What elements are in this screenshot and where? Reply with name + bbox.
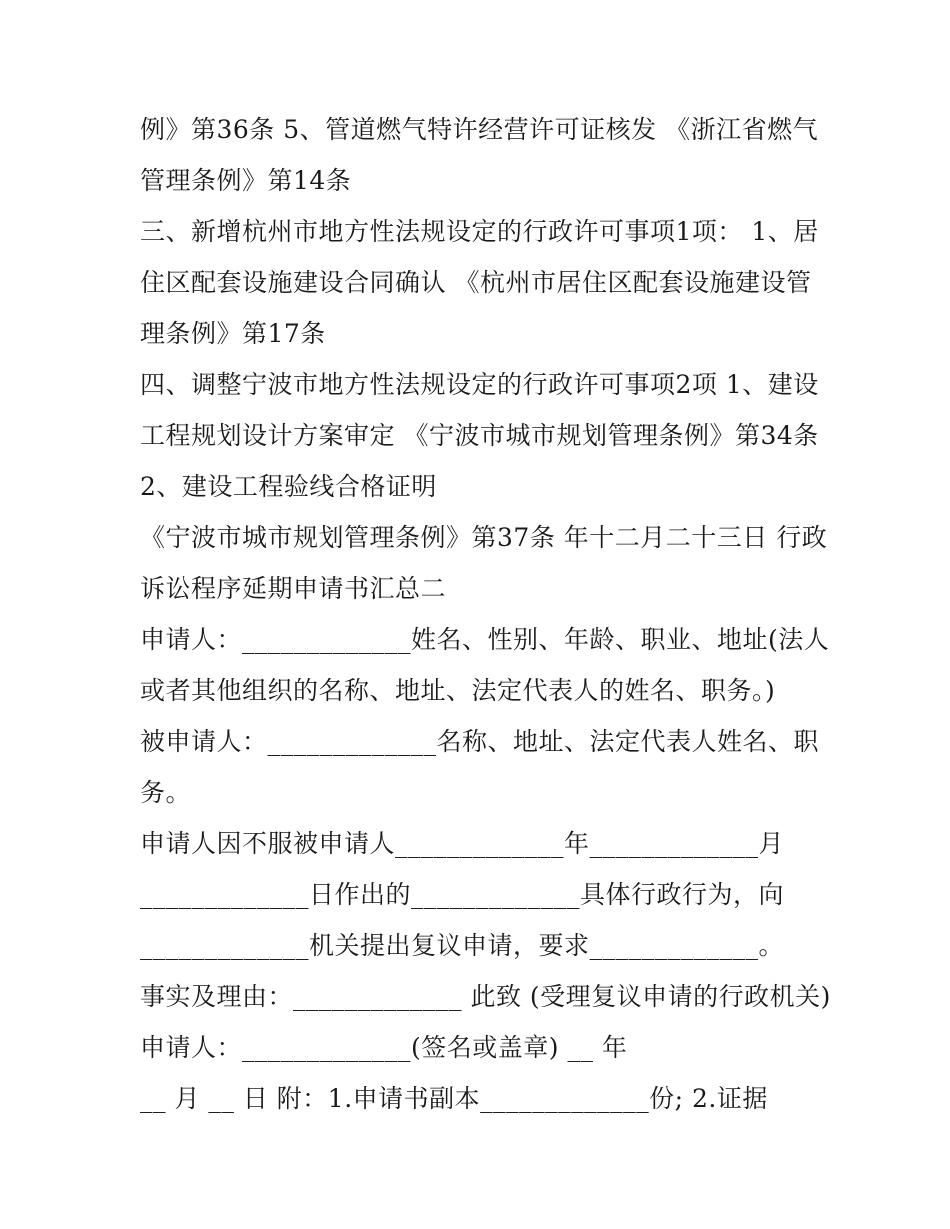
text-line: 理条例》第17条 xyxy=(140,319,326,348)
text-line: 2、建设工程验线合格证明 xyxy=(140,472,437,501)
text-line: 申请人：_____________(签名或盖章) __ 年 xyxy=(140,1033,628,1062)
text-line: 三、新增杭州市地方性法规设定的行政许可事项1项： 1、居 xyxy=(140,217,819,246)
text-line: 四、调整宁波市地方性法规设定的行政许可事项2项 1、建设 xyxy=(140,370,819,399)
text-line: 或者其他组织的名称、地址、法定代表人的姓名、职务。) xyxy=(140,676,776,705)
text-line: 申请人因不服被申请人_____________年_____________月 xyxy=(140,829,785,858)
text-line: 申请人：_____________姓名、性别、年龄、职业、地址(法人 xyxy=(140,625,830,654)
text-line: _____________日作出的_____________具体行政行为，向 xyxy=(140,880,785,909)
text-line: _____________机关提出复议申请，要求_____________。 xyxy=(140,931,785,960)
text-line: 诉讼程序延期申请书汇总二 xyxy=(140,574,447,603)
text-line: 《宁波市城市规划管理条例》第37条 年十二月二十三日 行政 xyxy=(140,523,828,552)
document-body xyxy=(140,104,831,1124)
text-line: 例》第36条 5、管道燃气特许经营许可证核发 《浙江省燃气 xyxy=(140,115,819,144)
text-line: 管理条例》第14条 xyxy=(140,166,352,195)
text-line: 务。 xyxy=(140,778,192,807)
text-line: 被申请人：_____________名称、地址、法定代表人姓名、职 xyxy=(140,727,820,756)
text-line: 住区配套设施建设合同确认 《杭州市居住区配套设施建设管 xyxy=(140,268,812,297)
text-line: 事实及理由：_____________ 此致 (受理复议申请的行政机关) xyxy=(140,982,831,1011)
text-line: 工程规划设计方案审定 《宁波市城市规划管理条例》第34条 xyxy=(140,421,819,450)
text-line: __ 月 __ 日 附：1.申请书副本_____________份; 2.证据 xyxy=(140,1084,768,1113)
